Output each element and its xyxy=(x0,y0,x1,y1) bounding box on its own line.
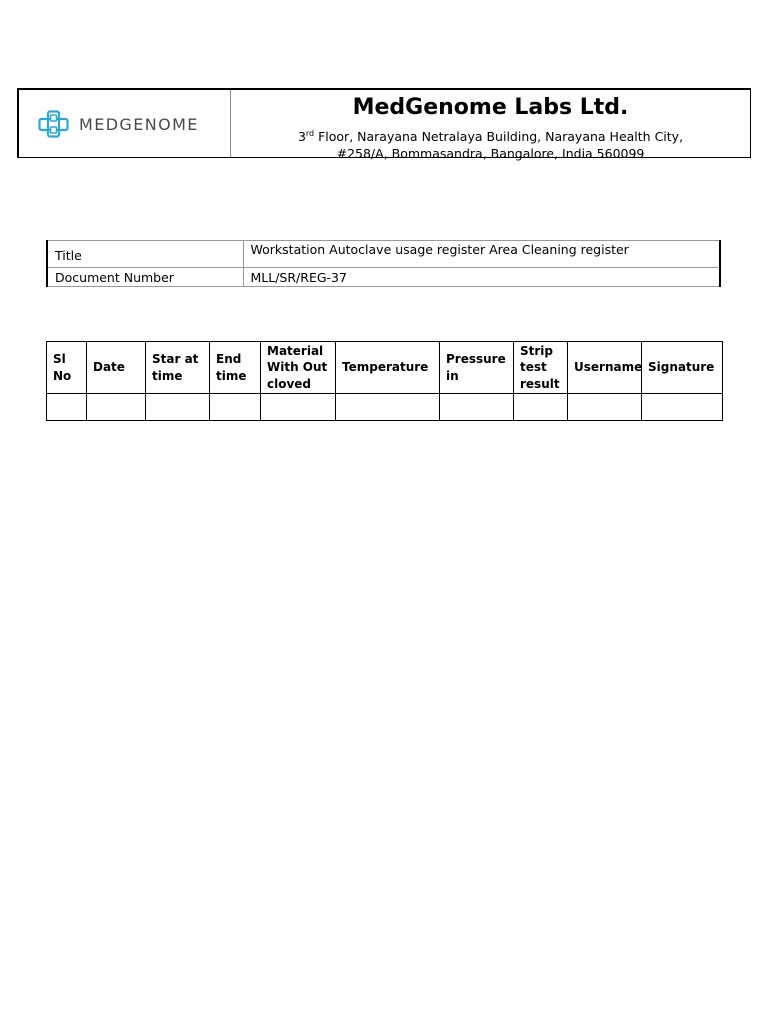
cell-strip-test-result xyxy=(514,394,568,421)
document-number-row xyxy=(47,268,720,287)
cell-username xyxy=(568,394,642,421)
cell-sl-no xyxy=(47,394,87,421)
header-temperature: Temperature xyxy=(336,342,440,394)
company-address xyxy=(231,125,750,162)
address-line1: Floor, Narayana Netralaya Building, Narayana Health City, xyxy=(314,129,684,145)
cell-signature xyxy=(642,394,723,421)
header-date: Date xyxy=(87,342,146,394)
company-name: MedGenome Labs Ltd. xyxy=(352,95,629,120)
header-strip-test-result: Strip test result xyxy=(514,342,568,394)
address-floor-suffix: rd xyxy=(305,129,315,138)
cell-material xyxy=(261,394,336,421)
title-row xyxy=(47,241,720,268)
address-line2: #258/A, Bommasandra, Bangalore, India 560099 xyxy=(336,146,645,162)
register-header-row xyxy=(47,342,723,394)
header-sl-no: Sl No xyxy=(47,342,87,394)
company-info xyxy=(231,90,750,162)
header-username: Username xyxy=(568,342,642,394)
title-value: Workstation Autoclave usage register Area Cleaning register xyxy=(243,241,720,268)
logo xyxy=(19,90,231,157)
document-number-label: Document Number xyxy=(47,268,243,287)
header-material: Material With Out cloved xyxy=(261,342,336,394)
document-number-value: MLL/SR/REG-37 xyxy=(243,268,720,287)
cell-date xyxy=(87,394,146,421)
header-start-time: Star at time xyxy=(146,342,210,394)
address-floor-number: 3 xyxy=(297,129,306,145)
cell-pressure xyxy=(440,394,514,421)
cell-temperature xyxy=(336,394,440,421)
document-info-table xyxy=(46,240,721,287)
header-pressure: Pressure in xyxy=(440,342,514,394)
header-end-time: End time xyxy=(210,342,261,394)
cell-start-time xyxy=(146,394,210,421)
medgenome-logo-icon xyxy=(38,110,70,138)
letterhead xyxy=(17,88,751,162)
register-row xyxy=(47,394,723,421)
header-signature: Signature xyxy=(642,342,723,394)
cell-end-time xyxy=(210,394,261,421)
register-table xyxy=(46,341,723,421)
logo-text: MEDGENOME xyxy=(79,115,199,134)
title-label: Title xyxy=(47,241,243,268)
